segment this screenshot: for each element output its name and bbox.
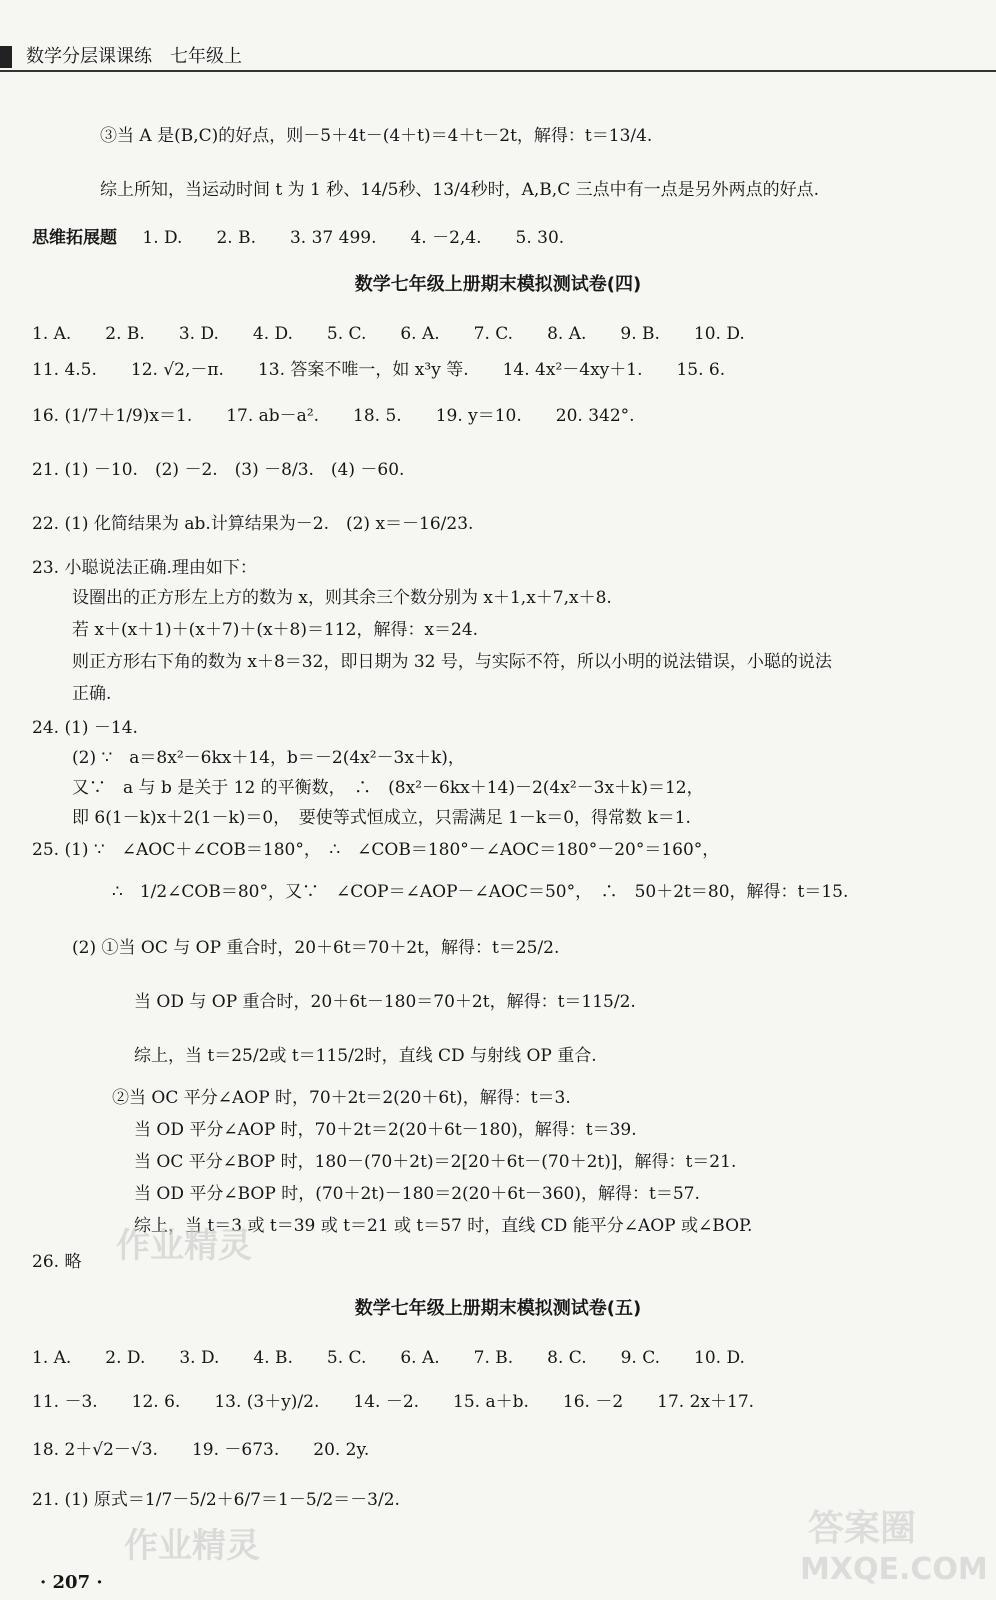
q24-line: 24. (1) －14. bbox=[32, 718, 138, 738]
sec5-row-3: 18. 2＋√2－√3. 19. －673. 20. 2y. bbox=[32, 1440, 370, 1460]
section-5-title: 数学七年级上册期末模拟测试卷(五) bbox=[354, 1298, 642, 1319]
sec5-row-4: 21. (1) 原式＝1/7－5/2＋6/7＝1－5/2＝－3/2. bbox=[32, 1490, 400, 1510]
q25-line: ∴ 1/2∠COB＝80°，又∵ ∠COP＝∠AOP－∠AOC＝50°， ∴ 50＋2t＝80，解得：t＝15. bbox=[112, 882, 849, 902]
watermark: 作业精灵 bbox=[124, 1526, 260, 1566]
q25-line: 当 OD 平分∠BOP 时，(70＋2t)－180＝2(20＋6t－360)，解得：t＝57. bbox=[134, 1184, 700, 1204]
section-4-title: 数学七年级上册期末模拟测试卷(四) bbox=[354, 274, 642, 295]
sec4-row-1: 1. A. 2. B. 3. D. 4. D. 5. C. 6. A. 7. C. 8. A. 9. B. 10. D. bbox=[32, 324, 745, 344]
sec4-row-3: 16. (1/7＋1/9)x＝1. 17. ab－a². 18. 5. 19. y＝10. 20. 342°. bbox=[32, 406, 635, 426]
top-line-2: 综上所知，当运动时间 t 为 1 秒、14/5秒、13/4秒时，A,B,C 三点中有一点是另外两点的好点. bbox=[100, 180, 820, 200]
thinking-extension-row bbox=[32, 226, 564, 250]
sec5-row-2: 11. －3. 12. 6. 13. (3＋y)/2. 14. －2. 15. a＋b. 16. －2 17. 2x＋17. bbox=[32, 1392, 755, 1412]
header-rule bbox=[0, 70, 996, 72]
page-number: · 207 · bbox=[40, 1572, 103, 1593]
sec4-row-2: 11. 4.5. 12. √2,－π. 13. 答案不唯一，如 x³y 等. 14. 4x²－4xy＋1. 15. 6. bbox=[32, 360, 726, 380]
q26-line: 26. 略 bbox=[32, 1252, 82, 1272]
top-line-1: ③当 A 是(B,C)的好点，则－5＋4t－(4＋t)＝4＋t－2t，解得：t＝13/4. bbox=[100, 126, 653, 146]
q24-line: 即 6(1－k)x＋2(1－k)＝0， 要使等式恒成立，只需满足 1－k＝0，得常数 k＝1. bbox=[72, 808, 691, 828]
watermark: 答案圈 bbox=[808, 1508, 917, 1549]
q24-line: 又∵ a 与 b 是关于 12 的平衡数， ∴ (8x²－6kx＋14)－2(4x²－3x＋k)＝12， bbox=[72, 778, 704, 798]
thinking-extension-answers: 1. D. 2. B. 3. 37 499. 4. －2,4. 5. 30. bbox=[142, 228, 565, 248]
q25-line: ②当 OC 平分∠AOP 时，70＋2t＝2(20＋6t)，解得：t＝3. bbox=[112, 1088, 571, 1108]
q25-line: 综上，当 t＝25/2或 t＝115/2时，直线 CD 与射线 OP 重合. bbox=[134, 1046, 597, 1066]
sec4-row-4: 21. (1) －10. (2) －2. (3) －8/3. (4) －60. bbox=[32, 460, 405, 480]
q23-line: 设圈出的正方形左上方的数为 x，则其余三个数分别为 x＋1,x＋7,x＋8. bbox=[72, 588, 612, 608]
q23-line: 则正方形右下角的数为 x＋8＝32，即日期为 32 号，与实际不符，所以小明的说法错误，小聪的说法 bbox=[72, 652, 832, 672]
q25-line: 当 OD 与 OP 重合时，20＋6t－180＝70＋2t，解得：t＝115/2. bbox=[134, 992, 636, 1012]
q23-line: 若 x＋(x＋1)＋(x＋7)＋(x＋8)＝112，解得：x＝24. bbox=[72, 620, 479, 640]
q23-line: 23. 小聪说法正确.理由如下： bbox=[32, 558, 257, 578]
q25-line: 综上，当 t＝3 或 t＝39 或 t＝21 或 t＝57 时，直线 CD 能平分∠AOP 或∠BOP. bbox=[134, 1216, 753, 1236]
q25-line: (2) ①当 OC 与 OP 重合时，20＋6t＝70＋2t，解得：t＝25/2. bbox=[72, 938, 560, 958]
sec5-row-1: 1. A. 2. D. 3. D. 4. B. 5. C. 6. A. 7. B. 8. C. 9. C. 10. D. bbox=[32, 1348, 745, 1368]
header-mark bbox=[0, 46, 12, 68]
thinking-extension-label: 思维拓展题 bbox=[32, 228, 117, 248]
watermark: 作业精灵 bbox=[116, 1226, 252, 1266]
q23-line: 正确. bbox=[72, 684, 112, 704]
watermark: MXQE.COM bbox=[800, 1552, 988, 1587]
q25-line: 当 OC 平分∠BOP 时，180－(70＋2t)＝2[20＋6t－(70＋2t)]，解得：t＝21. bbox=[134, 1152, 737, 1172]
q24-line: (2) ∵ a＝8x²－6kx＋14，b＝－2(4x²－3x＋k)， bbox=[72, 748, 465, 768]
header-title: 数学分层课课练 七年级上 bbox=[26, 46, 242, 67]
sec4-row-5: 22. (1) 化简结果为 ab.计算结果为－2. (2) x＝－16/23. bbox=[32, 514, 474, 534]
q25-line: 25. (1) ∵ ∠AOC＋∠COB＝180°， ∴ ∠COB＝180°－∠AOC＝180°－20°＝160°， bbox=[32, 840, 720, 860]
q25-line: 当 OD 平分∠AOP 时，70＋2t＝2(20＋6t－180)，解得：t＝39. bbox=[134, 1120, 637, 1140]
